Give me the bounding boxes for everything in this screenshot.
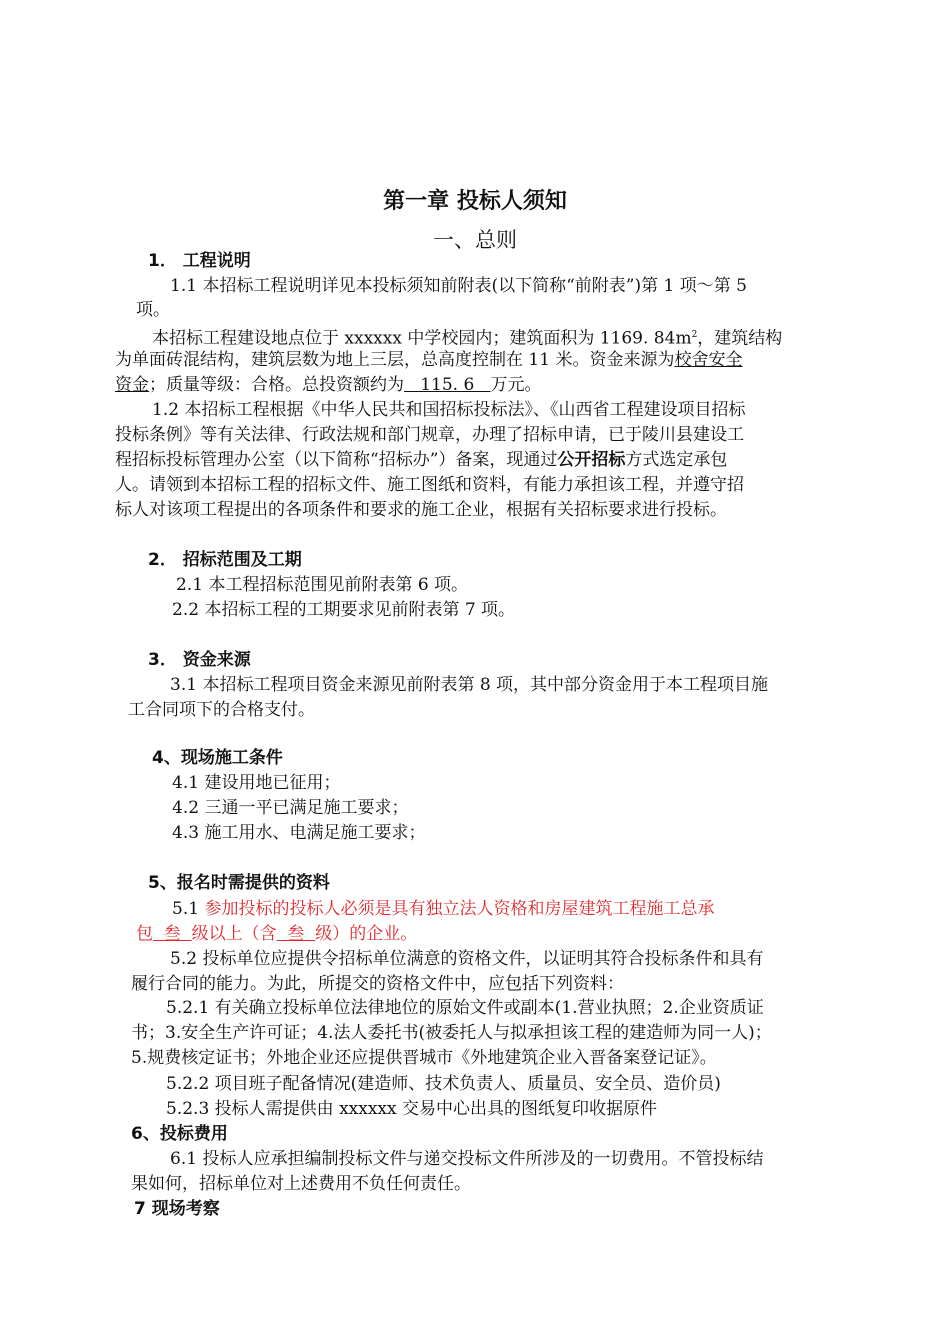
- para-1-1-line-2: 项。: [136, 300, 170, 320]
- site-text-b: ，建筑结构: [697, 328, 783, 349]
- para-3-1-line-1: 3.1 本招标工程项目资金来源见前附表第 8 项，其中部分资金用于本工程项目施: [170, 675, 769, 695]
- site-text-d: ；质量等级：合格。总投资额约为: [149, 375, 404, 395]
- section-2-heading: 2． 招标范围及工期: [148, 550, 302, 570]
- para-1-2-line-3: [115, 448, 727, 472]
- qualification-grade-2: 叁: [276, 924, 316, 944]
- para-4-2: 4.2 三通一平已满足施工要求；: [172, 798, 409, 818]
- para-5-2-line-1: 5.2 投标单位应提供令招标单位满意的资格文件，以证明其符合投标条件和具有: [170, 949, 764, 969]
- para-1-2-line-1: 1.2 本招标工程根据《中华人民共和国招标投标法》、《山西省工程建设项目招标: [152, 400, 746, 420]
- public-tender-bold: 公开招标: [557, 450, 626, 470]
- area-superscript: 2: [691, 330, 698, 340]
- para-1-2-line-5: 标人对该项工程提出的各项条件和要求的施工企业，根据有关招标要求进行投标。: [115, 500, 727, 520]
- para-5-2-3: 5.2.3 投标人需提供由 xxxxxx 交易中心出具的图纸复印收据原件: [166, 1099, 657, 1119]
- chapter-title: 第一章 投标人须知: [383, 189, 567, 214]
- para-2-2: 2.2 本招标工程的工期要求见前附表第 7 项。: [172, 600, 516, 620]
- qualification-text-c: 级）的企业。: [315, 924, 418, 944]
- section-4-heading: 4、现场施工条件: [152, 748, 283, 768]
- qualification-grade-1: 叁: [153, 924, 192, 944]
- para-5-1-line-1: [172, 897, 714, 921]
- section-7-heading: 7 现场考察: [134, 1199, 220, 1219]
- para-4-3: 4.3 施工用水、电满足施工要求；: [172, 823, 426, 843]
- section-3-heading: 3． 资金来源: [148, 650, 251, 670]
- section-6-heading: 6、投标费用: [131, 1124, 228, 1144]
- para-1-2-text-a: 程招标投标管理办公室（以下简称“招标办”）备案，现通过: [115, 450, 558, 470]
- para-site-line-1: [152, 323, 782, 351]
- fund-source-underlined-2: 资金: [115, 375, 149, 395]
- section-1-heading: 1． 工程说明: [148, 251, 251, 271]
- para-site-line-3: [115, 373, 542, 397]
- site-text-e: 万元。: [490, 375, 542, 395]
- para-3-1-line-2: 工合同项下的合格支付。: [128, 700, 315, 720]
- para-5-2-2: 5.2.2 项目班子配备情况(建造师、技术负责人、质量员、安全员、造价员): [166, 1074, 721, 1094]
- para-5-2-1-line-3: 5.规费核定证书；外地企业还应提供晋城市《外地建筑企业入晋备案登记证》。: [131, 1048, 717, 1068]
- para-5-1-line-2: [136, 922, 417, 946]
- para-5-2-1-line-1: 5.2.1 有关确立投标单位法律地位的原始文件或副本(1.营业执照；2.企业资质证: [166, 998, 764, 1018]
- para-1-2-line-4: 人。请领到本招标工程的招标文件、施工图纸和资料，有能力承担该工程，并遵守招: [115, 475, 744, 495]
- fund-source-underlined: 校舍安全: [674, 350, 743, 370]
- investment-amount: 115. 6: [404, 375, 491, 395]
- para-5-2-1-line-2: 书；3.安全生产许可证；4.法人委托书(被委托人与拟承担该工程的建造师为同一人)；: [131, 1023, 772, 1043]
- site-text-c: 为单面砖混结构，建筑层数为地上三层，总高度控制在 11 米。资金来源为: [115, 350, 675, 370]
- section-5-heading: 5、报名时需提供的资料: [148, 873, 330, 893]
- qualification-text-a: 包: [136, 924, 153, 944]
- para-5-2-line-2: 履行合同的能力。为此，所提交的资格文件中，应包括下列资料：: [131, 974, 624, 994]
- para-1-1-line-1: 1.1 本招标工程说明详见本投标须知前附表(以下简称“前附表”)第 1 项～第 5: [170, 276, 747, 296]
- section-title: 一、总则: [433, 228, 517, 252]
- para-site-line-2: [115, 348, 742, 372]
- para-6-1-line-2: 果如何，招标单位对上述费用不负任何责任。: [131, 1174, 471, 1194]
- para-1-2-line-2: 投标条例》等有关法律、行政法规和部门规章，办理了招标申请，已于陵川县建设工: [115, 425, 744, 445]
- qualification-requirement-red: 参加投标的投标人必须是具有独立法人资格和房屋建筑工程施工总承: [204, 899, 715, 919]
- para-5-1-number: 5.1: [172, 899, 205, 919]
- para-6-1-line-1: 6.1 投标人应承担编制投标文件与递交投标文件所涉及的一切费用。不管投标结: [170, 1149, 764, 1169]
- para-2-1: 2.1 本工程招标范围见前附表第 6 项。: [176, 575, 469, 595]
- para-4-1: 4.1 建设用地已征用；: [172, 773, 341, 793]
- para-1-2-text-b: 方式选定承包: [625, 450, 728, 470]
- qualification-text-b: 级以上（含: [191, 924, 277, 944]
- site-text-a: 本招标工程建设地点位于 xxxxxx 中学校园内；建筑面积为 1169. 84m: [152, 328, 692, 349]
